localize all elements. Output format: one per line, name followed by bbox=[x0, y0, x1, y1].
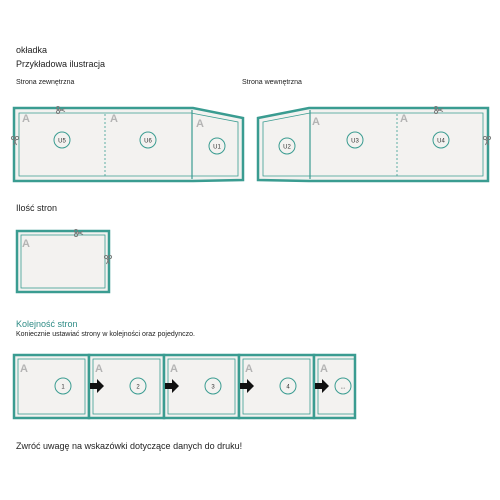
cover-heading: okładka bbox=[16, 45, 48, 55]
orientation-marker: A bbox=[170, 363, 178, 375]
orientation-marker: A bbox=[22, 113, 30, 125]
sequence-page-2-label: 2 bbox=[136, 384, 140, 391]
orientation-marker: A bbox=[110, 113, 118, 125]
orientation-marker: A bbox=[245, 363, 253, 375]
outer-page-u6-label: U6 bbox=[144, 138, 152, 145]
page-order-heading: Kolejność stron bbox=[16, 319, 78, 329]
page-count-heading: Ilość stron bbox=[16, 203, 58, 213]
orientation-marker: A bbox=[312, 116, 320, 128]
orientation-marker: A bbox=[95, 363, 103, 375]
page-order-instruction: Koniecznie ustawiać strony w kolejności oraz pojedynczo. bbox=[16, 331, 195, 338]
inner-side-label: Strona wewnętrzna bbox=[242, 79, 302, 86]
orientation-marker: A bbox=[320, 363, 328, 375]
example-illustration-label: Przykładowa ilustracja bbox=[16, 59, 106, 69]
print-data-notice: Zwróć uwagę na wskazówki dotyczące danych do druku! bbox=[16, 441, 243, 451]
orientation-marker: A bbox=[22, 238, 30, 250]
orientation-marker: A bbox=[400, 113, 408, 125]
inner-page-u4-label: U4 bbox=[437, 138, 445, 145]
outer-side-label: Strona zewnętrzna bbox=[16, 79, 75, 86]
single-page-outline bbox=[17, 231, 109, 292]
sequence-page-3-label: 3 bbox=[211, 384, 215, 391]
sequence-page-5-label: ... bbox=[340, 384, 346, 391]
orientation-marker: A bbox=[196, 118, 204, 130]
sequence-page-4-label: 4 bbox=[286, 384, 290, 391]
orientation-marker: A bbox=[20, 363, 28, 375]
sequence-page-1-label: 1 bbox=[61, 384, 65, 391]
inner-page-u3-label: U3 bbox=[351, 138, 359, 145]
inner-page-u2-label: U2 bbox=[283, 144, 291, 151]
outer-page-u1-label: U1 bbox=[213, 144, 221, 151]
inner-cover-outline bbox=[258, 108, 488, 181]
outer-page-u5-label: U5 bbox=[58, 138, 66, 145]
